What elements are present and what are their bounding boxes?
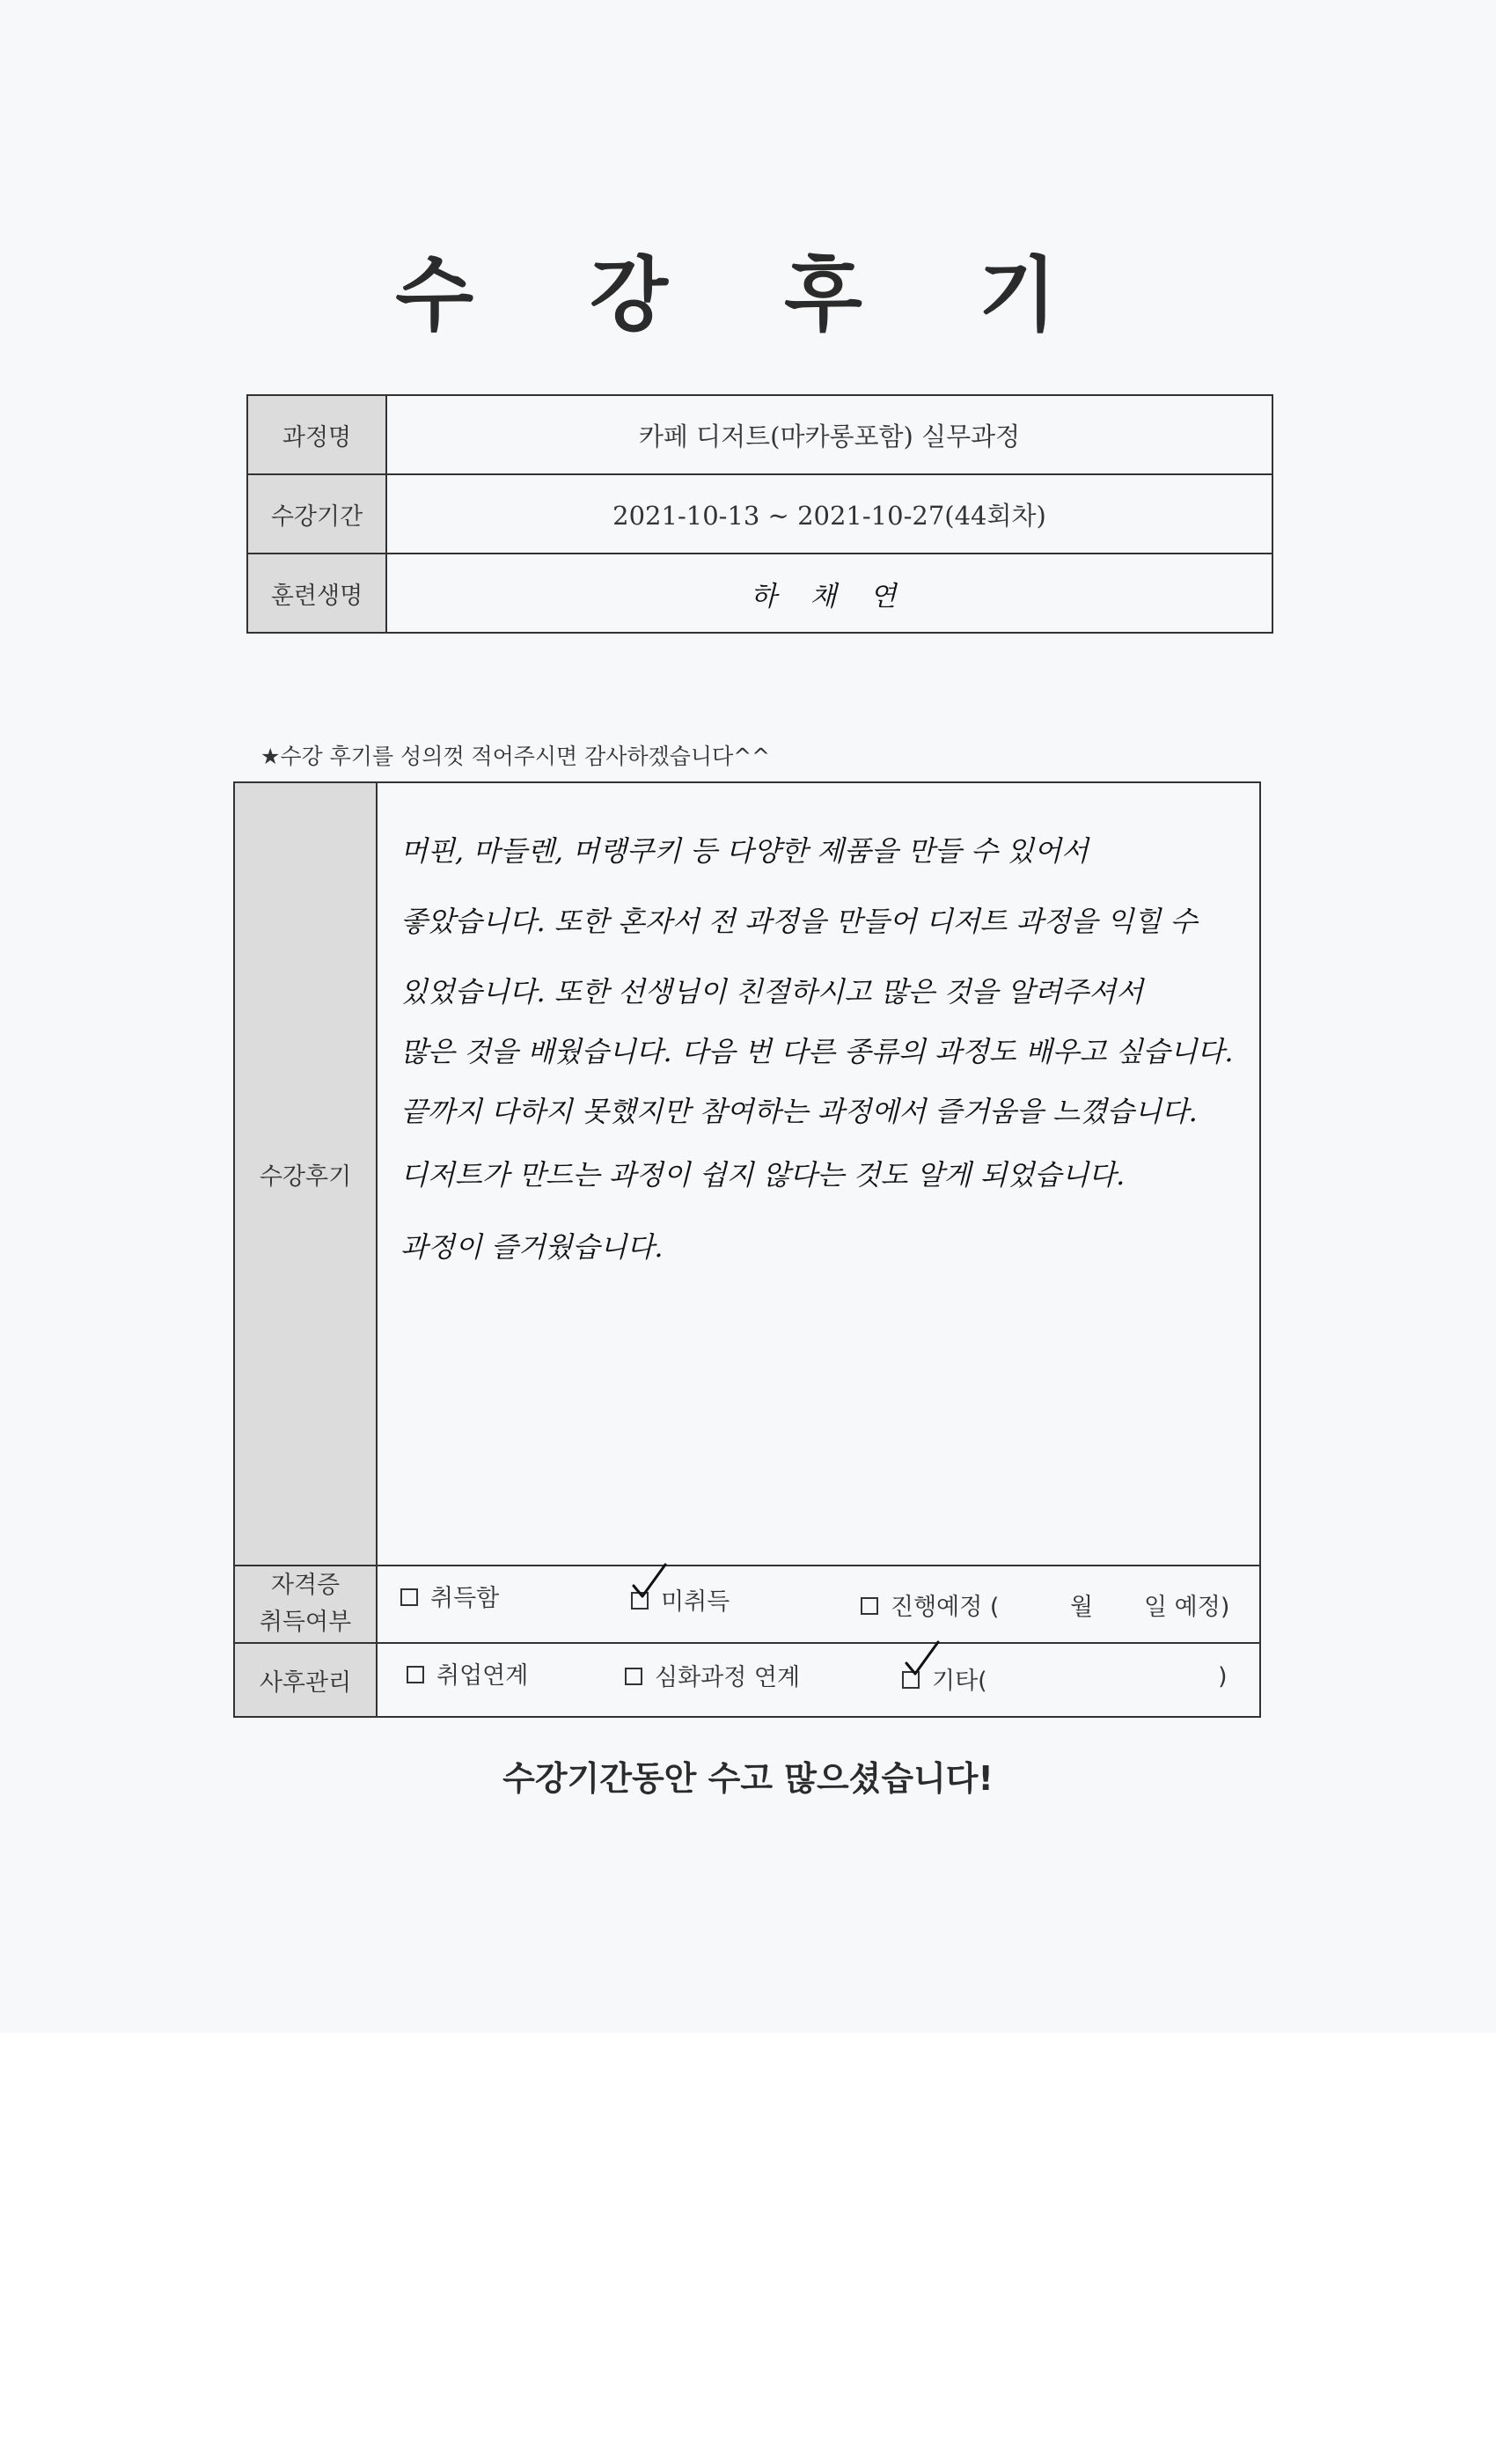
option-advanced-label: 심화과정 연계 [655,1664,801,1691]
checkbox-acquired[interactable] [400,1588,418,1606]
checkbox-in-progress[interactable] [861,1597,878,1615]
review-label: 수강후기 [234,782,377,1566]
checkmark-icon [903,1640,942,1679]
course-value: 카페 디저트(마카롱포함) 실무과정 [386,395,1272,474]
review-line: 디저트가 만드는 과정이 쉽지 않다는 것도 알게 되었습니다. [400,1158,1126,1192]
day-label: 일 예정) [1144,1594,1230,1621]
option-acquired[interactable] [400,1579,499,1613]
option-job[interactable] [407,1656,528,1690]
option-in-progress[interactable] [861,1588,999,1622]
review-line: 머핀, 마들렌, 머랭쿠키 등 다양한 제품을 만들 수 있어서 [400,834,1089,868]
period-label: 수강기간 [247,474,386,554]
trainee-label: 훈련생명 [247,554,386,633]
month-label: 월 [1070,1594,1094,1621]
period-value: 2021-10-13 ~ 2021-10-27(44회차) [386,474,1272,554]
review-line: 많은 것을 배웠습니다. 다음 번 다른 종류의 과정도 배우고 싶습니다. [400,1035,1234,1068]
option-job-label: 취업연계 [436,1662,529,1690]
review-line: 끝까지 다하지 못했지만 참여하는 과정에서 즐거움을 느꼈습니다. [400,1095,1198,1128]
instruction-note: ★수강 후기를 성의껏 적어주시면 감사하겠습니다^^ [260,744,771,769]
option-other-close: ) [1218,1663,1228,1690]
option-not-acquired-label: 미취득 [661,1588,730,1616]
certificate-label-line2: 취득여부 [259,1609,352,1636]
checkmark-icon [630,1563,669,1602]
option-in-progress-label: 진행예정 ( [891,1594,1000,1621]
closing-message: 수강기간동안 수고 많으셨습니다! [502,1759,994,1798]
info-table [246,394,1273,634]
page-title: 수 강 후 기 [395,248,1101,342]
certificate-label-line1: 자격증 [270,1572,341,1599]
checkbox-job[interactable] [407,1666,424,1683]
review-line: 좋았습니다. 또한 혼자서 전 과정을 만들어 디저트 과정을 익힐 수 [400,905,1198,938]
option-acquired-label: 취득함 [430,1585,500,1612]
checkbox-advanced[interactable] [625,1668,642,1685]
course-label: 과정명 [247,395,386,474]
review-line: 과정이 즐거웠습니다. [400,1230,664,1264]
certificate-options [377,1566,1260,1643]
certificate-label [234,1566,377,1643]
option-advanced[interactable] [625,1658,800,1692]
trainee-name: 하 채 연 [386,554,1272,633]
aftercare-label: 사후관리 [234,1643,377,1717]
review-line: 있었습니다. 또한 선생님이 친절하시고 많은 것을 알려주셔서 [400,975,1144,1008]
option-other-label: 기타( [932,1668,987,1695]
